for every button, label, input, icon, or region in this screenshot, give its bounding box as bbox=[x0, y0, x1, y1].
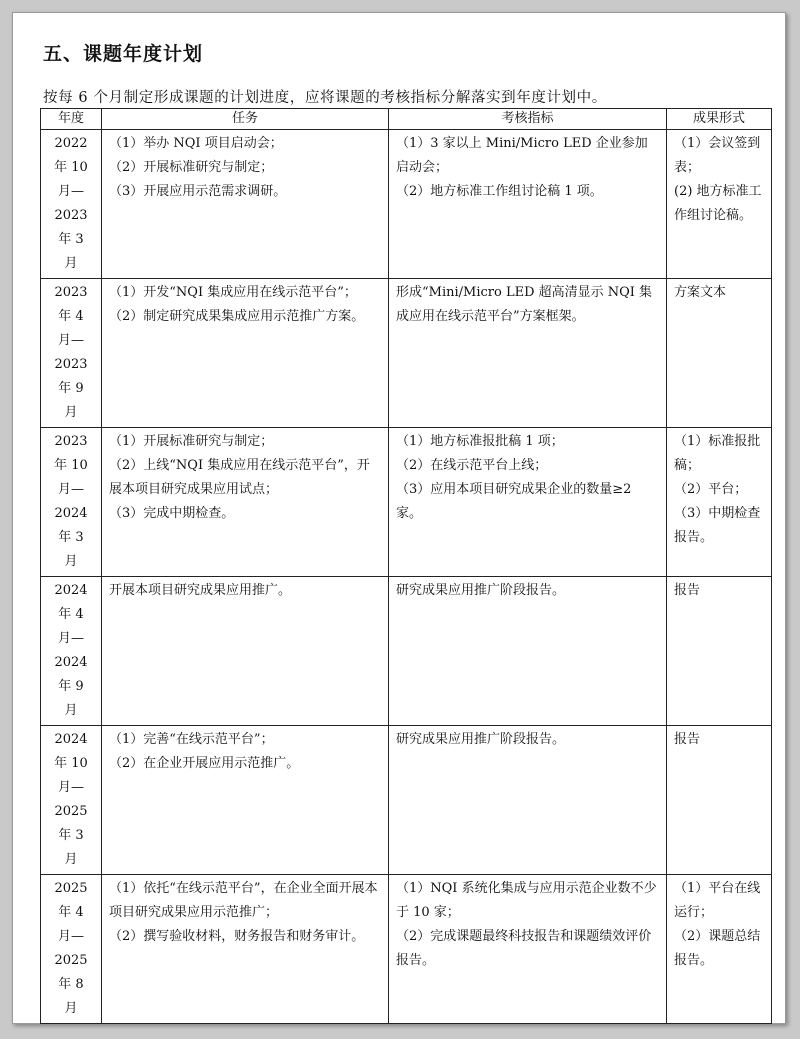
outputs-cell-line: （1）标准报批稿； bbox=[674, 434, 761, 473]
period-cell-line: 2022 bbox=[54, 136, 88, 151]
period-cell-line: 年 9 bbox=[58, 381, 84, 396]
tasks-cell-line: （3）完成中期检查。 bbox=[109, 506, 235, 521]
table-header-row bbox=[41, 109, 772, 130]
document-page bbox=[12, 12, 786, 1024]
annual-plan-table bbox=[40, 108, 772, 1024]
indicators-cell-line: （2）地方标准工作组讨论稿 1 项。 bbox=[396, 184, 603, 199]
period-cell-line: 年 10 bbox=[54, 756, 88, 771]
tasks-cell-line: （3）开展应用示范需求调研。 bbox=[109, 184, 287, 199]
period-cell-line: 年 3 bbox=[58, 232, 84, 247]
indicators-cell bbox=[389, 726, 667, 875]
period-cell-line: 月 bbox=[64, 852, 78, 867]
period-cell-line: 年 10 bbox=[54, 160, 88, 175]
period-cell-line: 2023 bbox=[54, 434, 88, 449]
tasks-cell bbox=[102, 428, 389, 577]
indicators-cell-line: （1）3 家以上 Mini/Micro LED 企业参加启动会； bbox=[396, 136, 648, 175]
period-cell bbox=[41, 428, 102, 577]
tasks-cell-line: （2）在企业开展应用示范推广。 bbox=[109, 756, 300, 771]
period-cell-line: 2024 bbox=[54, 583, 88, 598]
tasks-cell-line: （2）上线“NQI 集成应用在线示范平台”，开展本项目研究成果应用试点； bbox=[109, 458, 370, 497]
tasks-cell-line: （1）开发“NQI 集成应用在线示范平台”； bbox=[109, 285, 357, 300]
table-row bbox=[41, 577, 772, 726]
period-cell-line: 月— bbox=[57, 631, 84, 646]
table-row bbox=[41, 279, 772, 428]
period-cell-line: 2025 bbox=[54, 804, 88, 819]
outputs-cell-line: （1）会议签到表； bbox=[674, 136, 761, 175]
period-cell-line: 年 3 bbox=[58, 530, 84, 545]
indicators-cell bbox=[389, 130, 667, 279]
tasks-cell-line: （2）开展标准研究与制定； bbox=[109, 160, 274, 175]
outputs-cell bbox=[667, 130, 772, 279]
period-cell-line: 年 3 bbox=[58, 828, 84, 843]
outputs-cell-line: （1）平台在线运行； bbox=[674, 881, 761, 920]
indicators-cell bbox=[389, 279, 667, 428]
header-tasks: 任务 bbox=[102, 109, 389, 130]
outputs-cell-line: (2) 地方标准工作组讨论稿。 bbox=[674, 184, 762, 223]
outputs-cell-line: （2）课题总结报告。 bbox=[674, 929, 761, 968]
indicators-cell-line: （1）NQI 系统化集成与应用示范企业数不少于 10 家； bbox=[396, 881, 657, 920]
period-cell-line: 月 bbox=[64, 1001, 78, 1016]
outputs-cell-line: （3）中期检查报告。 bbox=[674, 506, 761, 545]
period-cell-line: 月— bbox=[57, 780, 84, 795]
indicators-cell-line: 研究成果应用推广阶段报告。 bbox=[396, 583, 566, 598]
period-cell-line: 2023 bbox=[54, 285, 88, 300]
indicators-cell-line: 形成“Mini/Micro LED 超高清显示 NQI 集成应用在线示范平台”方案框架。 bbox=[396, 285, 653, 324]
period-cell bbox=[41, 279, 102, 428]
tasks-cell-line: （1）依托“在线示范平台”，在企业全面开展本项目研究成果应用示范推广； bbox=[109, 881, 378, 920]
period-cell-line: 2025 bbox=[54, 881, 88, 896]
period-cell-line: 月 bbox=[64, 703, 78, 718]
outputs-cell-line: 报告 bbox=[674, 732, 701, 747]
period-cell-line: 2023 bbox=[54, 208, 88, 223]
period-cell-line: 2023 bbox=[54, 357, 88, 372]
period-cell-line: 年 9 bbox=[58, 679, 84, 694]
tasks-cell-line: （1）完善“在线示范平台”； bbox=[109, 732, 274, 747]
table-row bbox=[41, 726, 772, 875]
indicators-cell bbox=[389, 428, 667, 577]
tasks-cell-line: （1）举办 NQI 项目启动会； bbox=[109, 136, 283, 151]
tasks-cell-line: （2）制定研究成果集成应用示范推广方案。 bbox=[109, 309, 365, 324]
indicators-cell-line: （2）在线示范平台上线； bbox=[396, 458, 548, 473]
period-cell-line: 月 bbox=[64, 405, 78, 420]
indicators-cell bbox=[389, 875, 667, 1024]
header-year: 年度 bbox=[41, 109, 102, 130]
period-cell-line: 2024 bbox=[54, 655, 88, 670]
period-cell-line: 2024 bbox=[54, 506, 88, 521]
tasks-cell bbox=[102, 726, 389, 875]
period-cell-line: 年 4 bbox=[58, 905, 84, 920]
table-row bbox=[41, 130, 772, 279]
tasks-cell bbox=[102, 577, 389, 726]
outputs-cell-line: （2）平台； bbox=[674, 482, 748, 497]
outputs-cell bbox=[667, 279, 772, 428]
tasks-cell bbox=[102, 875, 389, 1024]
outputs-cell bbox=[667, 875, 772, 1024]
section-title: 五、课题年度计划 bbox=[43, 43, 204, 65]
period-cell bbox=[41, 875, 102, 1024]
intro-paragraph: 按每 6 个月制定形成课题的计划进度，应将课题的考核指标分解落实到年度计划中。 bbox=[43, 90, 607, 106]
period-cell-line: 2025 bbox=[54, 953, 88, 968]
outputs-cell bbox=[667, 428, 772, 577]
outputs-cell-line: 报告 bbox=[674, 583, 701, 598]
tasks-cell-line: 开展本项目研究成果应用推广。 bbox=[109, 583, 292, 598]
period-cell bbox=[41, 726, 102, 875]
period-cell bbox=[41, 577, 102, 726]
table-row bbox=[41, 875, 772, 1024]
table-row bbox=[41, 428, 772, 577]
tasks-cell-line: （2）撰写验收材料，财务报告和财务审计。 bbox=[109, 929, 365, 944]
indicators-cell-line: （1）地方标准报批稿 1 项； bbox=[396, 434, 564, 449]
period-cell-line: 月— bbox=[57, 929, 84, 944]
outputs-cell-line: 方案文本 bbox=[674, 285, 727, 300]
indicators-cell-line: （2）完成课题最终科技报告和课题绩效评价报告。 bbox=[396, 929, 652, 968]
indicators-cell-line: 研究成果应用推广阶段报告。 bbox=[396, 732, 566, 747]
header-indicators: 考核指标 bbox=[389, 109, 667, 130]
period-cell-line: 2024 bbox=[54, 732, 88, 747]
period-cell-line: 月 bbox=[64, 554, 78, 569]
period-cell-line: 年 4 bbox=[58, 607, 84, 622]
period-cell-line: 月— bbox=[57, 482, 84, 497]
period-cell-line: 月— bbox=[57, 184, 84, 199]
outputs-cell bbox=[667, 726, 772, 875]
table-body bbox=[41, 130, 772, 1024]
indicators-cell bbox=[389, 577, 667, 726]
tasks-cell bbox=[102, 279, 389, 428]
period-cell-line: 月— bbox=[57, 333, 84, 348]
outputs-cell bbox=[667, 577, 772, 726]
period-cell-line: 月 bbox=[64, 256, 78, 271]
period-cell-line: 年 8 bbox=[58, 977, 84, 992]
indicators-cell-line: （3）应用本项目研究成果企业的数量≥2 家。 bbox=[396, 482, 632, 521]
tasks-cell-line: （1）开展标准研究与制定； bbox=[109, 434, 274, 449]
tasks-cell bbox=[102, 130, 389, 279]
period-cell-line: 年 10 bbox=[54, 458, 88, 473]
period-cell bbox=[41, 130, 102, 279]
period-cell-line: 年 4 bbox=[58, 309, 84, 324]
header-outputs: 成果形式 bbox=[667, 109, 772, 130]
